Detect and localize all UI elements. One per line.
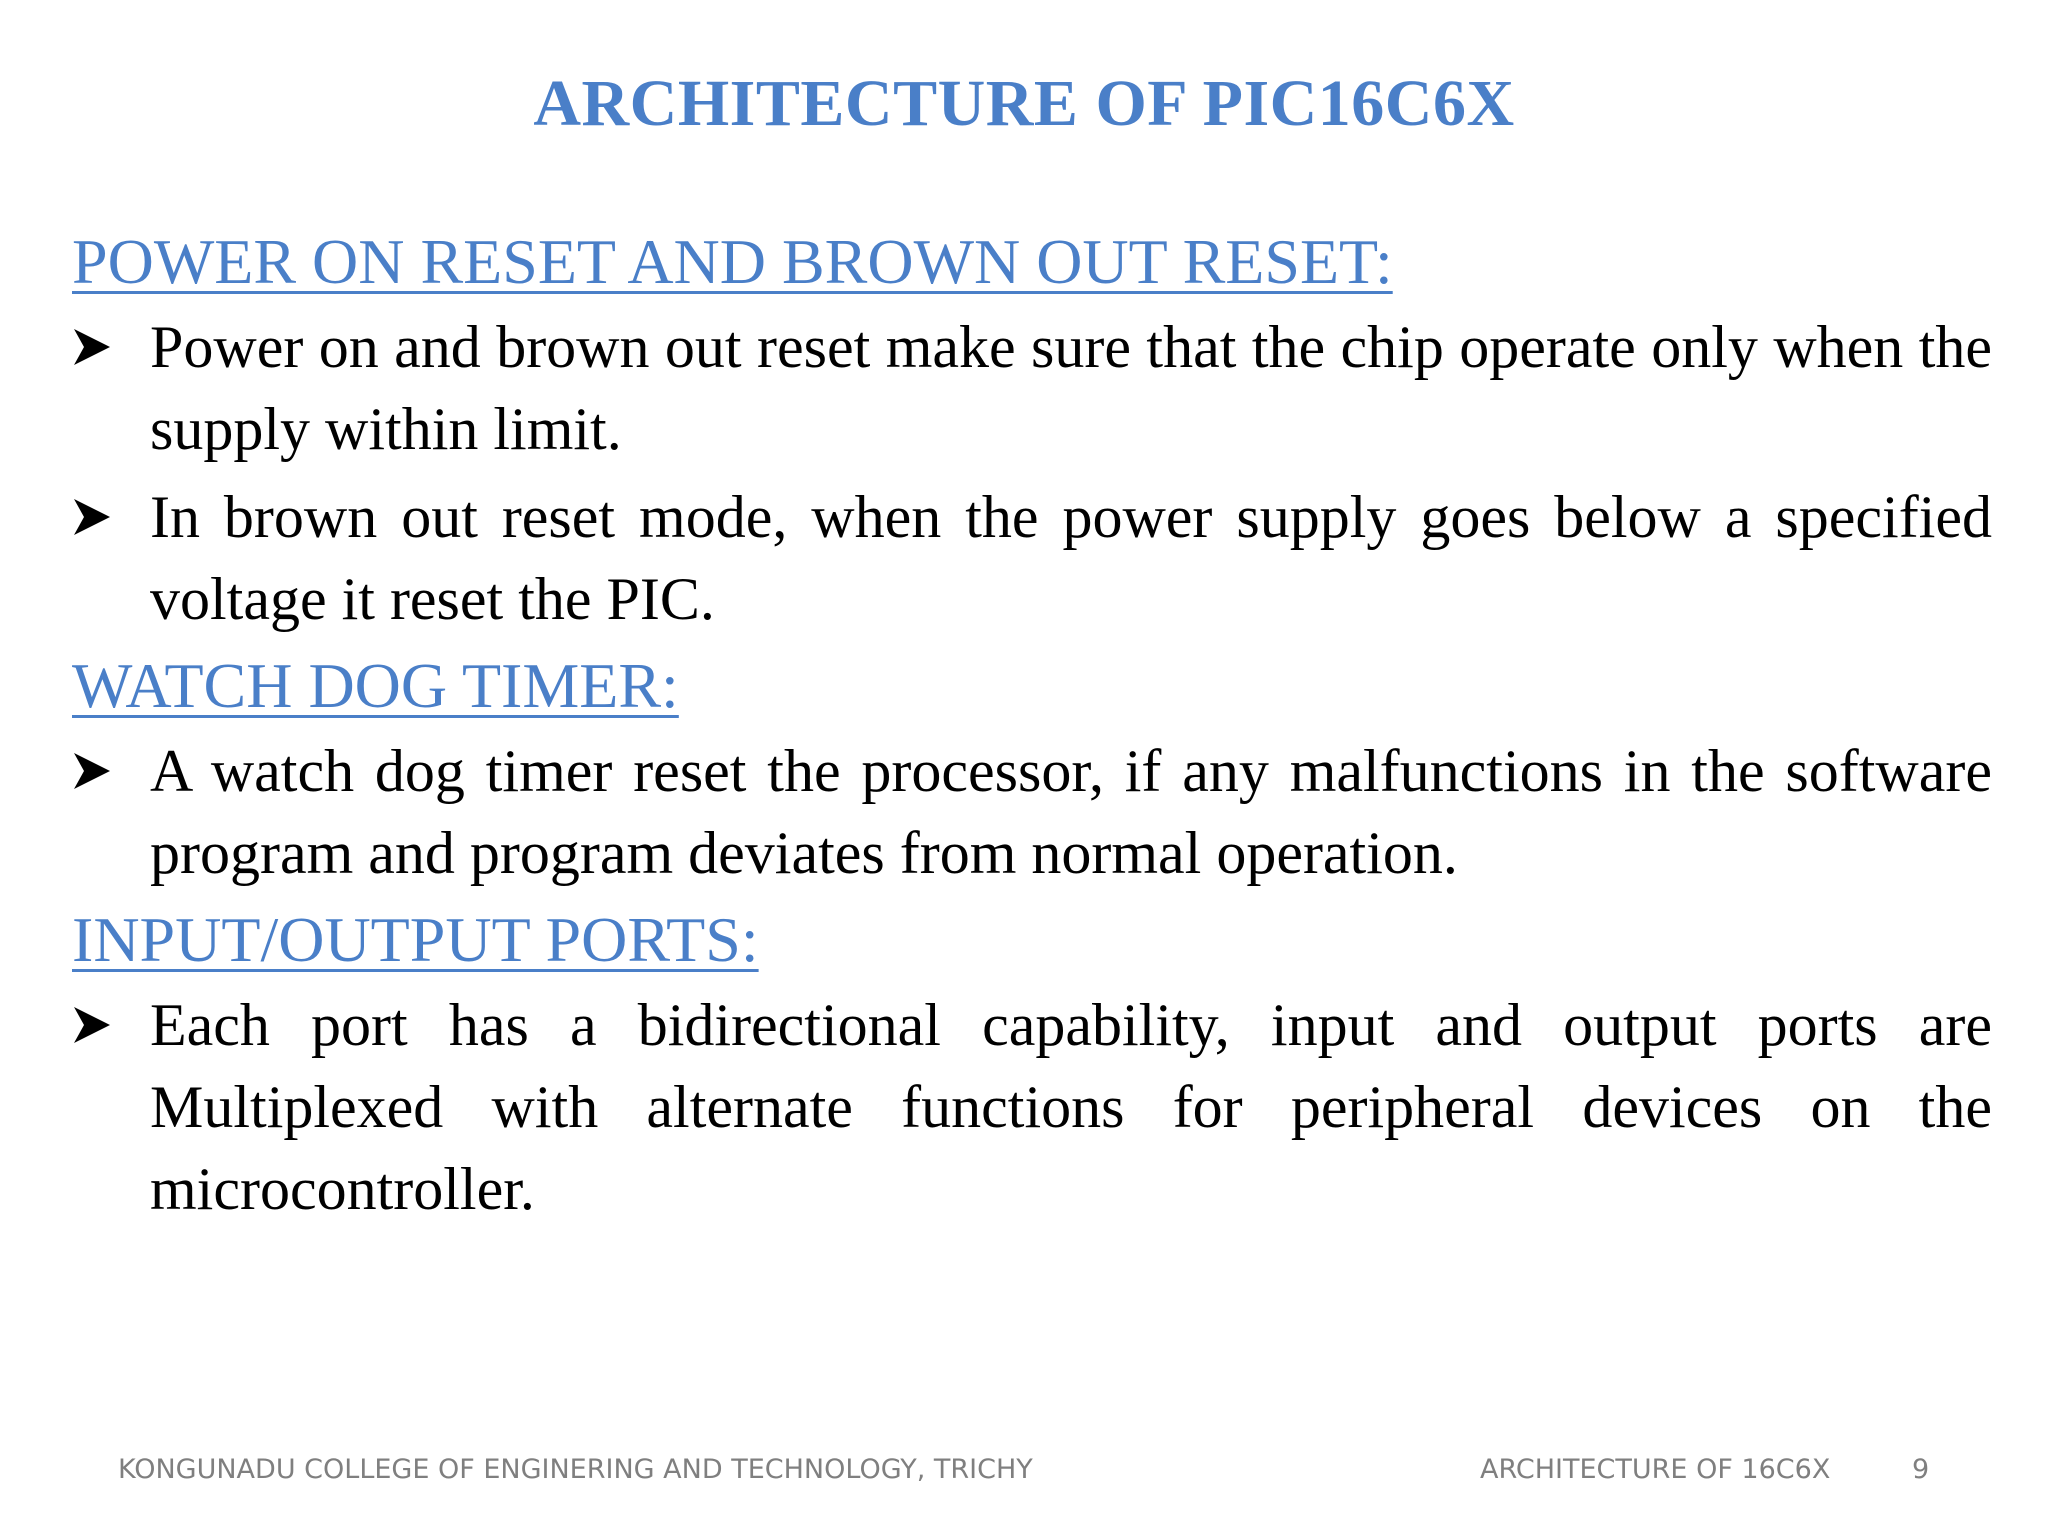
bullet-text: Each port has a bidirectional capability, input and output ports are Multiplexed with alternate functions for peripheral devices on the microcontroller. [150, 992, 1992, 1222]
arrowhead-bullet-icon [72, 476, 132, 558]
slide-content [72, 222, 1992, 1236]
section-heading: POWER ON RESET AND BROWN OUT RESET: [72, 226, 1393, 297]
arrowhead-bullet-icon [72, 984, 132, 1066]
bullet-item [72, 730, 1992, 894]
slide-title: ARCHITECTURE OF PIC16C6X [533, 67, 1515, 140]
arrowhead-bullet-icon [72, 306, 132, 388]
arrowhead-bullet-icon [72, 730, 132, 812]
bullet-item [72, 476, 1992, 640]
section-io-ports [72, 900, 1992, 1230]
section-heading: INPUT/OUTPUT PORTS: [72, 904, 759, 975]
bullet-item [72, 984, 1992, 1230]
bullet-text: In brown out reset mode, when the power supply goes below a specified voltage it reset the PIC. [150, 484, 1992, 632]
footer-topic: ARCHITECTURE OF 16C6X [1480, 1454, 1831, 1485]
bullet-text: Power on and brown out reset make sure that the chip operate only when the supply within limit. [150, 314, 1992, 462]
section-heading: WATCH DOG TIMER: [72, 650, 679, 721]
section-power-on-reset [72, 222, 1992, 640]
bullet-text: A watch dog timer reset the processor, if any malfunctions in the software program and program deviates from normal operation. [150, 738, 1992, 886]
section-watch-dog-timer [72, 646, 1992, 894]
footer-page-number: 9 [1912, 1454, 1930, 1485]
bullet-item [72, 306, 1992, 470]
footer-institution: KONGUNADU COLLEGE OF ENGINERING AND TECHNOLOGY, TRICHY [118, 1454, 1033, 1485]
